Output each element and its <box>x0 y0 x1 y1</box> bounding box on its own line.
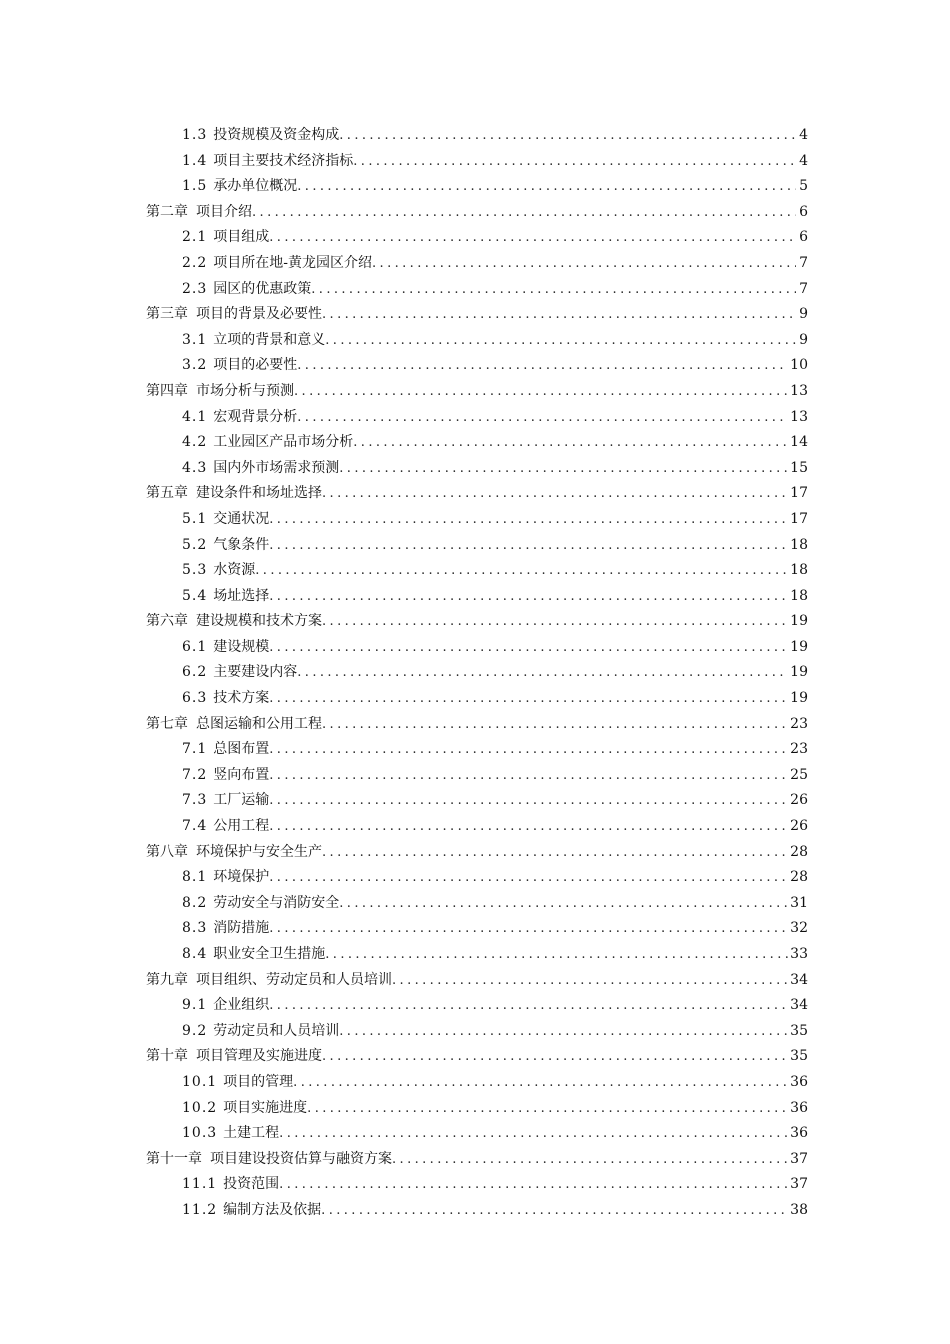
toc-page-number: 9 <box>799 331 808 348</box>
toc-dot-leader <box>322 712 788 738</box>
toc-dot-leader <box>353 430 788 456</box>
toc-entry-number: 7.2 <box>182 766 208 783</box>
toc-page-number: 28 <box>790 869 808 886</box>
toc-entry-title: 项目的管理 <box>223 1073 294 1090</box>
toc-page-number: 35 <box>790 1048 808 1065</box>
toc-entry-number: 1.4 <box>182 152 208 169</box>
toc-dot-leader <box>322 481 788 507</box>
toc-entry-number: 2.1 <box>182 229 208 246</box>
toc-page-number: 13 <box>790 408 808 425</box>
toc-entry-title: 技术方案 <box>213 690 270 707</box>
toc-dot-leader <box>269 225 796 251</box>
toc-entry-title: 主要建设内容 <box>213 664 298 681</box>
toc-section-entry[interactable] <box>146 1121 808 1147</box>
toc-entry-number: 2.3 <box>182 280 208 297</box>
toc-entry-number: 第三章 <box>146 306 188 323</box>
toc-page-number: 26 <box>790 792 808 809</box>
toc-page-number: 26 <box>790 818 808 835</box>
toc-section-entry[interactable] <box>146 430 808 456</box>
toc-entry-title: 场址选择 <box>213 587 270 604</box>
toc-entry-number: 6.1 <box>182 638 208 655</box>
toc-dot-leader <box>392 1147 788 1173</box>
toc-page-number: 33 <box>790 946 808 962</box>
toc-entry-title: 项目组织、劳动定员和人员培训 <box>196 971 392 988</box>
toc-entry-title: 项目组成 <box>213 229 270 246</box>
toc-chapter-entry[interactable] <box>146 968 808 994</box>
toc-dot-leader <box>321 1198 788 1224</box>
toc-entry-title: 环境保护与安全生产 <box>196 843 322 860</box>
toc-dot-leader <box>269 584 788 610</box>
toc-section-entry[interactable] <box>146 507 808 533</box>
toc-entry-title: 项目管理及实施进度 <box>196 1048 322 1065</box>
toc-page-number: 31 <box>790 894 808 911</box>
toc-dot-leader <box>297 174 796 200</box>
toc-section-entry[interactable] <box>146 353 808 379</box>
toc-page-number: 37 <box>790 1150 808 1167</box>
toc-entry-title: 劳动定员和人员培训 <box>213 1022 340 1039</box>
toc-section-entry[interactable] <box>146 660 808 686</box>
toc-entry-title: 劳动安全与消防安全 <box>213 894 340 911</box>
toc-dot-leader <box>297 660 788 686</box>
toc-entry-title: 市场分析与预测 <box>196 382 294 399</box>
toc-entry-number: 5.2 <box>182 536 208 553</box>
toc-entry-number: 7.3 <box>182 792 208 809</box>
toc-entry-number: 第十一章 <box>146 1150 202 1167</box>
toc-page-number: 18 <box>790 562 808 579</box>
toc-entry-title: 建设规模和技术方案 <box>196 613 322 630</box>
toc-entry-number: 5.4 <box>182 587 208 604</box>
toc-entry-number: 2.2 <box>182 254 208 271</box>
toc-entry-title: 总图布置 <box>213 741 270 758</box>
toc-section-entry[interactable] <box>146 174 808 200</box>
toc-page-number: 14 <box>790 434 808 451</box>
toc-entry-title: 项目介绍 <box>196 203 252 220</box>
toc-entry-number: 4.1 <box>182 408 208 425</box>
toc-page-number: 28 <box>790 843 808 860</box>
toc-entry-title: 宏观背景分析 <box>213 408 298 425</box>
toc-dot-leader <box>311 277 796 303</box>
table-of-contents <box>146 123 808 1224</box>
toc-page-number: 36 <box>790 1125 808 1142</box>
toc-entry-number: 9.1 <box>182 997 208 1014</box>
toc-dot-leader <box>293 1070 788 1096</box>
toc-page-number: 34 <box>790 997 808 1014</box>
toc-entry-number: 第五章 <box>146 485 188 502</box>
toc-chapter-entry[interactable] <box>146 1044 808 1070</box>
toc-page-number: 10 <box>790 357 808 374</box>
toc-dot-leader <box>269 993 788 1019</box>
toc-dot-leader <box>339 123 796 149</box>
toc-section-entry[interactable] <box>146 737 808 763</box>
toc-entry-number: 3.1 <box>182 331 208 348</box>
toc-entry-title: 项目所在地-黄龙园区介绍 <box>213 254 372 271</box>
toc-entry-number: 第九章 <box>146 971 188 988</box>
toc-page-number: 13 <box>790 382 808 399</box>
toc-entry-title: 编制方法及依据 <box>223 1201 322 1218</box>
toc-entry-title: 消防措施 <box>213 920 270 937</box>
toc-entry-title: 气象条件 <box>213 536 270 553</box>
toc-entry-number: 4.3 <box>182 459 208 476</box>
toc-page-number: 4 <box>799 127 808 143</box>
toc-page-number: 17 <box>790 485 808 502</box>
toc-page-number: 5 <box>799 178 808 195</box>
toc-section-entry[interactable] <box>146 788 808 814</box>
toc-section-entry[interactable] <box>146 558 808 584</box>
toc-dot-leader <box>279 1172 788 1198</box>
toc-page-number: 18 <box>790 587 808 604</box>
toc-entry-number: 第十章 <box>146 1048 188 1065</box>
toc-entry-title: 建设条件和场址选择 <box>196 485 322 502</box>
toc-dot-leader <box>269 507 788 533</box>
toc-page-number: 19 <box>790 613 808 630</box>
toc-entry-number: 第四章 <box>146 382 188 399</box>
toc-page-number: 34 <box>790 971 808 988</box>
toc-entry-title: 职业安全卫生措施 <box>213 946 326 962</box>
toc-section-entry[interactable] <box>146 533 808 559</box>
toc-chapter-entry[interactable] <box>146 840 808 866</box>
toc-section-entry[interactable] <box>146 891 808 917</box>
toc-dot-leader <box>269 686 788 712</box>
toc-entry-title: 承办单位概况 <box>213 178 298 195</box>
toc-entry-title: 企业组织 <box>213 997 270 1014</box>
toc-page-number: 18 <box>790 536 808 553</box>
toc-section-entry[interactable] <box>146 225 808 251</box>
toc-page-number: 19 <box>790 664 808 681</box>
toc-dot-leader <box>279 1121 788 1147</box>
toc-entry-number: 10.1 <box>182 1073 218 1090</box>
toc-entry-title: 项目建设投资估算与融资方案 <box>210 1150 392 1167</box>
toc-entry-title: 交通状况 <box>213 510 270 527</box>
toc-entry-title: 竖向布置 <box>213 766 270 783</box>
toc-entry-number: 第七章 <box>146 715 188 732</box>
toc-dot-leader <box>269 916 788 942</box>
toc-page-number: 38 <box>790 1201 808 1218</box>
toc-entry-number: 5.1 <box>182 510 208 527</box>
toc-section-entry[interactable] <box>146 993 808 1019</box>
toc-section-entry[interactable] <box>146 405 808 431</box>
toc-dot-leader <box>269 737 788 763</box>
toc-dot-leader <box>322 840 788 866</box>
toc-dot-leader <box>269 814 788 840</box>
toc-section-entry[interactable] <box>146 584 808 610</box>
toc-entry-number: 10.3 <box>182 1125 218 1142</box>
toc-section-entry[interactable] <box>146 277 808 303</box>
toc-entry-number: 1.5 <box>182 178 208 195</box>
toc-entry-number: 8.4 <box>182 946 208 962</box>
toc-dot-leader <box>322 609 788 635</box>
toc-page-number: 17 <box>790 510 808 527</box>
toc-dot-leader <box>322 302 796 328</box>
toc-dot-leader <box>269 788 788 814</box>
toc-entry-title: 公用工程 <box>213 818 270 835</box>
toc-dot-leader <box>339 456 788 482</box>
toc-page-number: 23 <box>790 715 808 732</box>
toc-entry-number: 11.2 <box>182 1201 218 1218</box>
toc-dot-leader <box>307 1096 788 1122</box>
toc-page-number: 37 <box>790 1176 808 1193</box>
toc-chapter-entry[interactable] <box>146 379 808 405</box>
toc-dot-leader <box>269 763 788 789</box>
toc-entry-number: 11.1 <box>182 1176 218 1193</box>
toc-section-entry[interactable] <box>146 1070 808 1096</box>
toc-page-number: 19 <box>790 638 808 655</box>
toc-page-number: 32 <box>790 920 808 937</box>
toc-entry-title: 投资范围 <box>223 1176 280 1193</box>
toc-page-number: 19 <box>790 690 808 707</box>
toc-dot-leader <box>353 149 796 175</box>
toc-dot-leader <box>339 891 788 917</box>
toc-page-number: 36 <box>790 1099 808 1116</box>
toc-entry-title: 总图运输和公用工程 <box>196 715 322 732</box>
toc-entry-number: 3.2 <box>182 357 208 374</box>
toc-entry-number: 5.3 <box>182 562 208 579</box>
toc-page-number: 7 <box>799 280 808 297</box>
toc-section-entry[interactable] <box>146 865 808 891</box>
toc-section-entry[interactable] <box>146 916 808 942</box>
toc-chapter-entry[interactable] <box>146 1147 808 1173</box>
toc-dot-leader <box>269 533 788 559</box>
toc-dot-leader <box>297 405 788 431</box>
toc-entry-number: 6.3 <box>182 690 208 707</box>
toc-entry-number: 8.3 <box>182 920 208 937</box>
toc-dot-leader <box>255 558 788 584</box>
toc-entry-title: 投资规模及资金构成 <box>213 127 340 143</box>
toc-entry-title: 建设规模 <box>213 638 270 655</box>
toc-page-number: 9 <box>799 306 808 323</box>
toc-section-entry[interactable] <box>146 123 808 149</box>
toc-entry-number: 10.2 <box>182 1099 218 1116</box>
toc-chapter-entry[interactable] <box>146 609 808 635</box>
toc-section-entry[interactable] <box>146 763 808 789</box>
toc-dot-leader <box>269 865 788 891</box>
toc-entry-number: 7.4 <box>182 818 208 835</box>
toc-page-number: 35 <box>790 1022 808 1039</box>
toc-chapter-entry[interactable] <box>146 712 808 738</box>
toc-section-entry[interactable] <box>146 942 808 968</box>
toc-chapter-entry[interactable] <box>146 302 808 328</box>
toc-entry-title: 工业园区产品市场分析 <box>213 434 354 451</box>
toc-entry-number: 4.2 <box>182 434 208 451</box>
toc-dot-leader <box>269 635 788 661</box>
toc-entry-number: 第八章 <box>146 843 188 860</box>
toc-section-entry[interactable] <box>146 456 808 482</box>
toc-entry-number: 7.1 <box>182 741 208 758</box>
toc-entry-title: 土建工程 <box>223 1125 280 1142</box>
toc-dot-leader <box>294 379 788 405</box>
toc-page-number: 4 <box>799 152 808 169</box>
toc-page-number: 15 <box>790 459 808 476</box>
toc-entry-number: 9.2 <box>182 1022 208 1039</box>
toc-chapter-entry[interactable] <box>146 200 808 226</box>
toc-section-entry[interactable] <box>146 814 808 840</box>
toc-section-entry[interactable] <box>146 1198 808 1224</box>
toc-dot-leader <box>372 251 796 277</box>
toc-section-entry[interactable] <box>146 1172 808 1198</box>
toc-section-entry[interactable] <box>146 1019 808 1045</box>
toc-entry-number: 8.1 <box>182 869 208 886</box>
toc-page-number: 6 <box>799 203 808 220</box>
toc-entry-number: 第六章 <box>146 613 188 630</box>
toc-dot-leader <box>339 1019 788 1045</box>
toc-page-number: 23 <box>790 741 808 758</box>
toc-entry-number: 8.2 <box>182 894 208 911</box>
toc-entry-title: 国内外市场需求预测 <box>213 459 340 476</box>
toc-dot-leader <box>322 1044 788 1070</box>
toc-dot-leader <box>297 353 788 379</box>
toc-entry-title: 项目主要技术经济指标 <box>213 152 354 169</box>
toc-page-number: 25 <box>790 766 808 783</box>
toc-section-entry[interactable] <box>146 251 808 277</box>
toc-page-number: 6 <box>799 229 808 246</box>
toc-entry-number: 第二章 <box>146 203 188 220</box>
toc-dot-leader <box>325 328 796 354</box>
toc-entry-title: 园区的优惠政策 <box>213 280 312 297</box>
toc-chapter-entry[interactable] <box>146 481 808 507</box>
toc-entry-title: 工厂运输 <box>213 792 270 809</box>
toc-entry-title: 立项的背景和意义 <box>213 331 326 348</box>
toc-dot-leader <box>252 200 796 226</box>
toc-section-entry[interactable] <box>146 1096 808 1122</box>
toc-entry-title: 项目的必要性 <box>213 357 298 374</box>
toc-entry-number: 6.2 <box>182 664 208 681</box>
toc-entry-title: 水资源 <box>213 562 256 579</box>
toc-page-number: 7 <box>799 254 808 271</box>
toc-entry-title: 项目的背景及必要性 <box>196 306 322 323</box>
toc-section-entry[interactable] <box>146 149 808 175</box>
toc-entry-number: 1.3 <box>182 127 208 143</box>
toc-dot-leader <box>325 942 788 968</box>
toc-entry-title: 环境保护 <box>213 869 270 886</box>
toc-section-entry[interactable] <box>146 686 808 712</box>
toc-entry-title: 项目实施进度 <box>223 1099 308 1116</box>
toc-section-entry[interactable] <box>146 635 808 661</box>
toc-page-number: 36 <box>790 1073 808 1090</box>
toc-section-entry[interactable] <box>146 328 808 354</box>
toc-dot-leader <box>392 968 788 994</box>
